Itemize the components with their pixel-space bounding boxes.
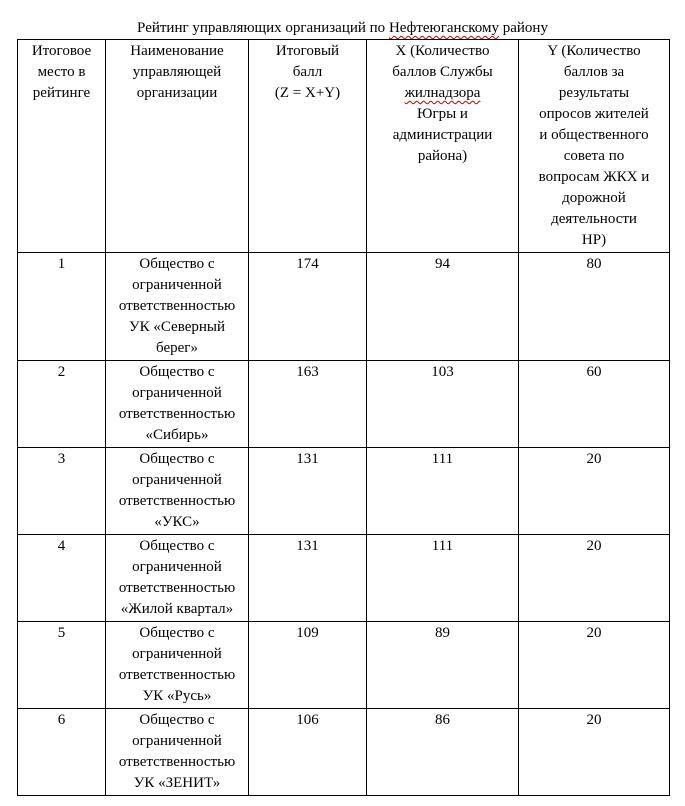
table-row [18, 535, 670, 622]
page-title [0, 18, 685, 39]
header-y: Y (Количество баллов за результаты опросов жителей и общественного совета по вопросам ЖКХ и дорожной деятельности НР) [519, 40, 670, 253]
cell-place: 2 [18, 361, 106, 448]
title-spellcheck-word: Нефтеюганскому [388, 20, 499, 36]
table-row [18, 709, 670, 796]
header-place: Итоговое место в рейтинге [18, 40, 106, 253]
cell-x: 89 [367, 622, 519, 709]
cell-place: 4 [18, 535, 106, 622]
header-x-part1: X (Количество баллов Службы [392, 43, 493, 80]
cell-total: 131 [249, 448, 367, 535]
cell-y: 20 [519, 622, 670, 709]
table-row [18, 361, 670, 448]
cell-place: 5 [18, 622, 106, 709]
cell-total: 131 [249, 535, 367, 622]
title-text-start: Рейтинг управляющих организаций по [137, 20, 389, 36]
table-header-row [18, 40, 670, 253]
cell-name: Общество с ограниченной ответственностью «Жилой квартал» [106, 535, 249, 622]
cell-y: 80 [519, 253, 670, 361]
cell-x: 86 [367, 709, 519, 796]
cell-x: 111 [367, 448, 519, 535]
header-name: Наименование управляющей организации [106, 40, 249, 253]
table-row [18, 253, 670, 361]
header-x-part2: Югры и администрации района) [392, 106, 493, 164]
table-row [18, 448, 670, 535]
cell-y: 20 [519, 709, 670, 796]
cell-y: 20 [519, 535, 670, 622]
cell-name: Общество с ограниченной ответственностью «Сибирь» [106, 361, 249, 448]
header-total: Итоговый балл (Z = X+Y) [249, 40, 367, 253]
cell-place: 6 [18, 709, 106, 796]
cell-name: Общество с ограниченной ответственностью УК «Северный берег» [106, 253, 249, 361]
cell-total: 109 [249, 622, 367, 709]
cell-total: 174 [249, 253, 367, 361]
cell-total: 106 [249, 709, 367, 796]
table-row [18, 622, 670, 709]
header-x [367, 40, 519, 253]
cell-x: 111 [367, 535, 519, 622]
cell-name: Общество с ограниченной ответственностью УК «ЗЕНИТ» [106, 709, 249, 796]
cell-x: 103 [367, 361, 519, 448]
cell-place: 1 [18, 253, 106, 361]
header-x-spellcheck-word: жилнадзора [404, 85, 481, 101]
cell-total: 163 [249, 361, 367, 448]
cell-x: 94 [367, 253, 519, 361]
rating-table [17, 39, 670, 796]
cell-y: 60 [519, 361, 670, 448]
title-text-end: району [498, 20, 548, 36]
cell-name: Общество с ограниченной ответственностью УК «Русь» [106, 622, 249, 709]
cell-place: 3 [18, 448, 106, 535]
cell-y: 20 [519, 448, 670, 535]
cell-name: Общество с ограниченной ответственностью «УКС» [106, 448, 249, 535]
